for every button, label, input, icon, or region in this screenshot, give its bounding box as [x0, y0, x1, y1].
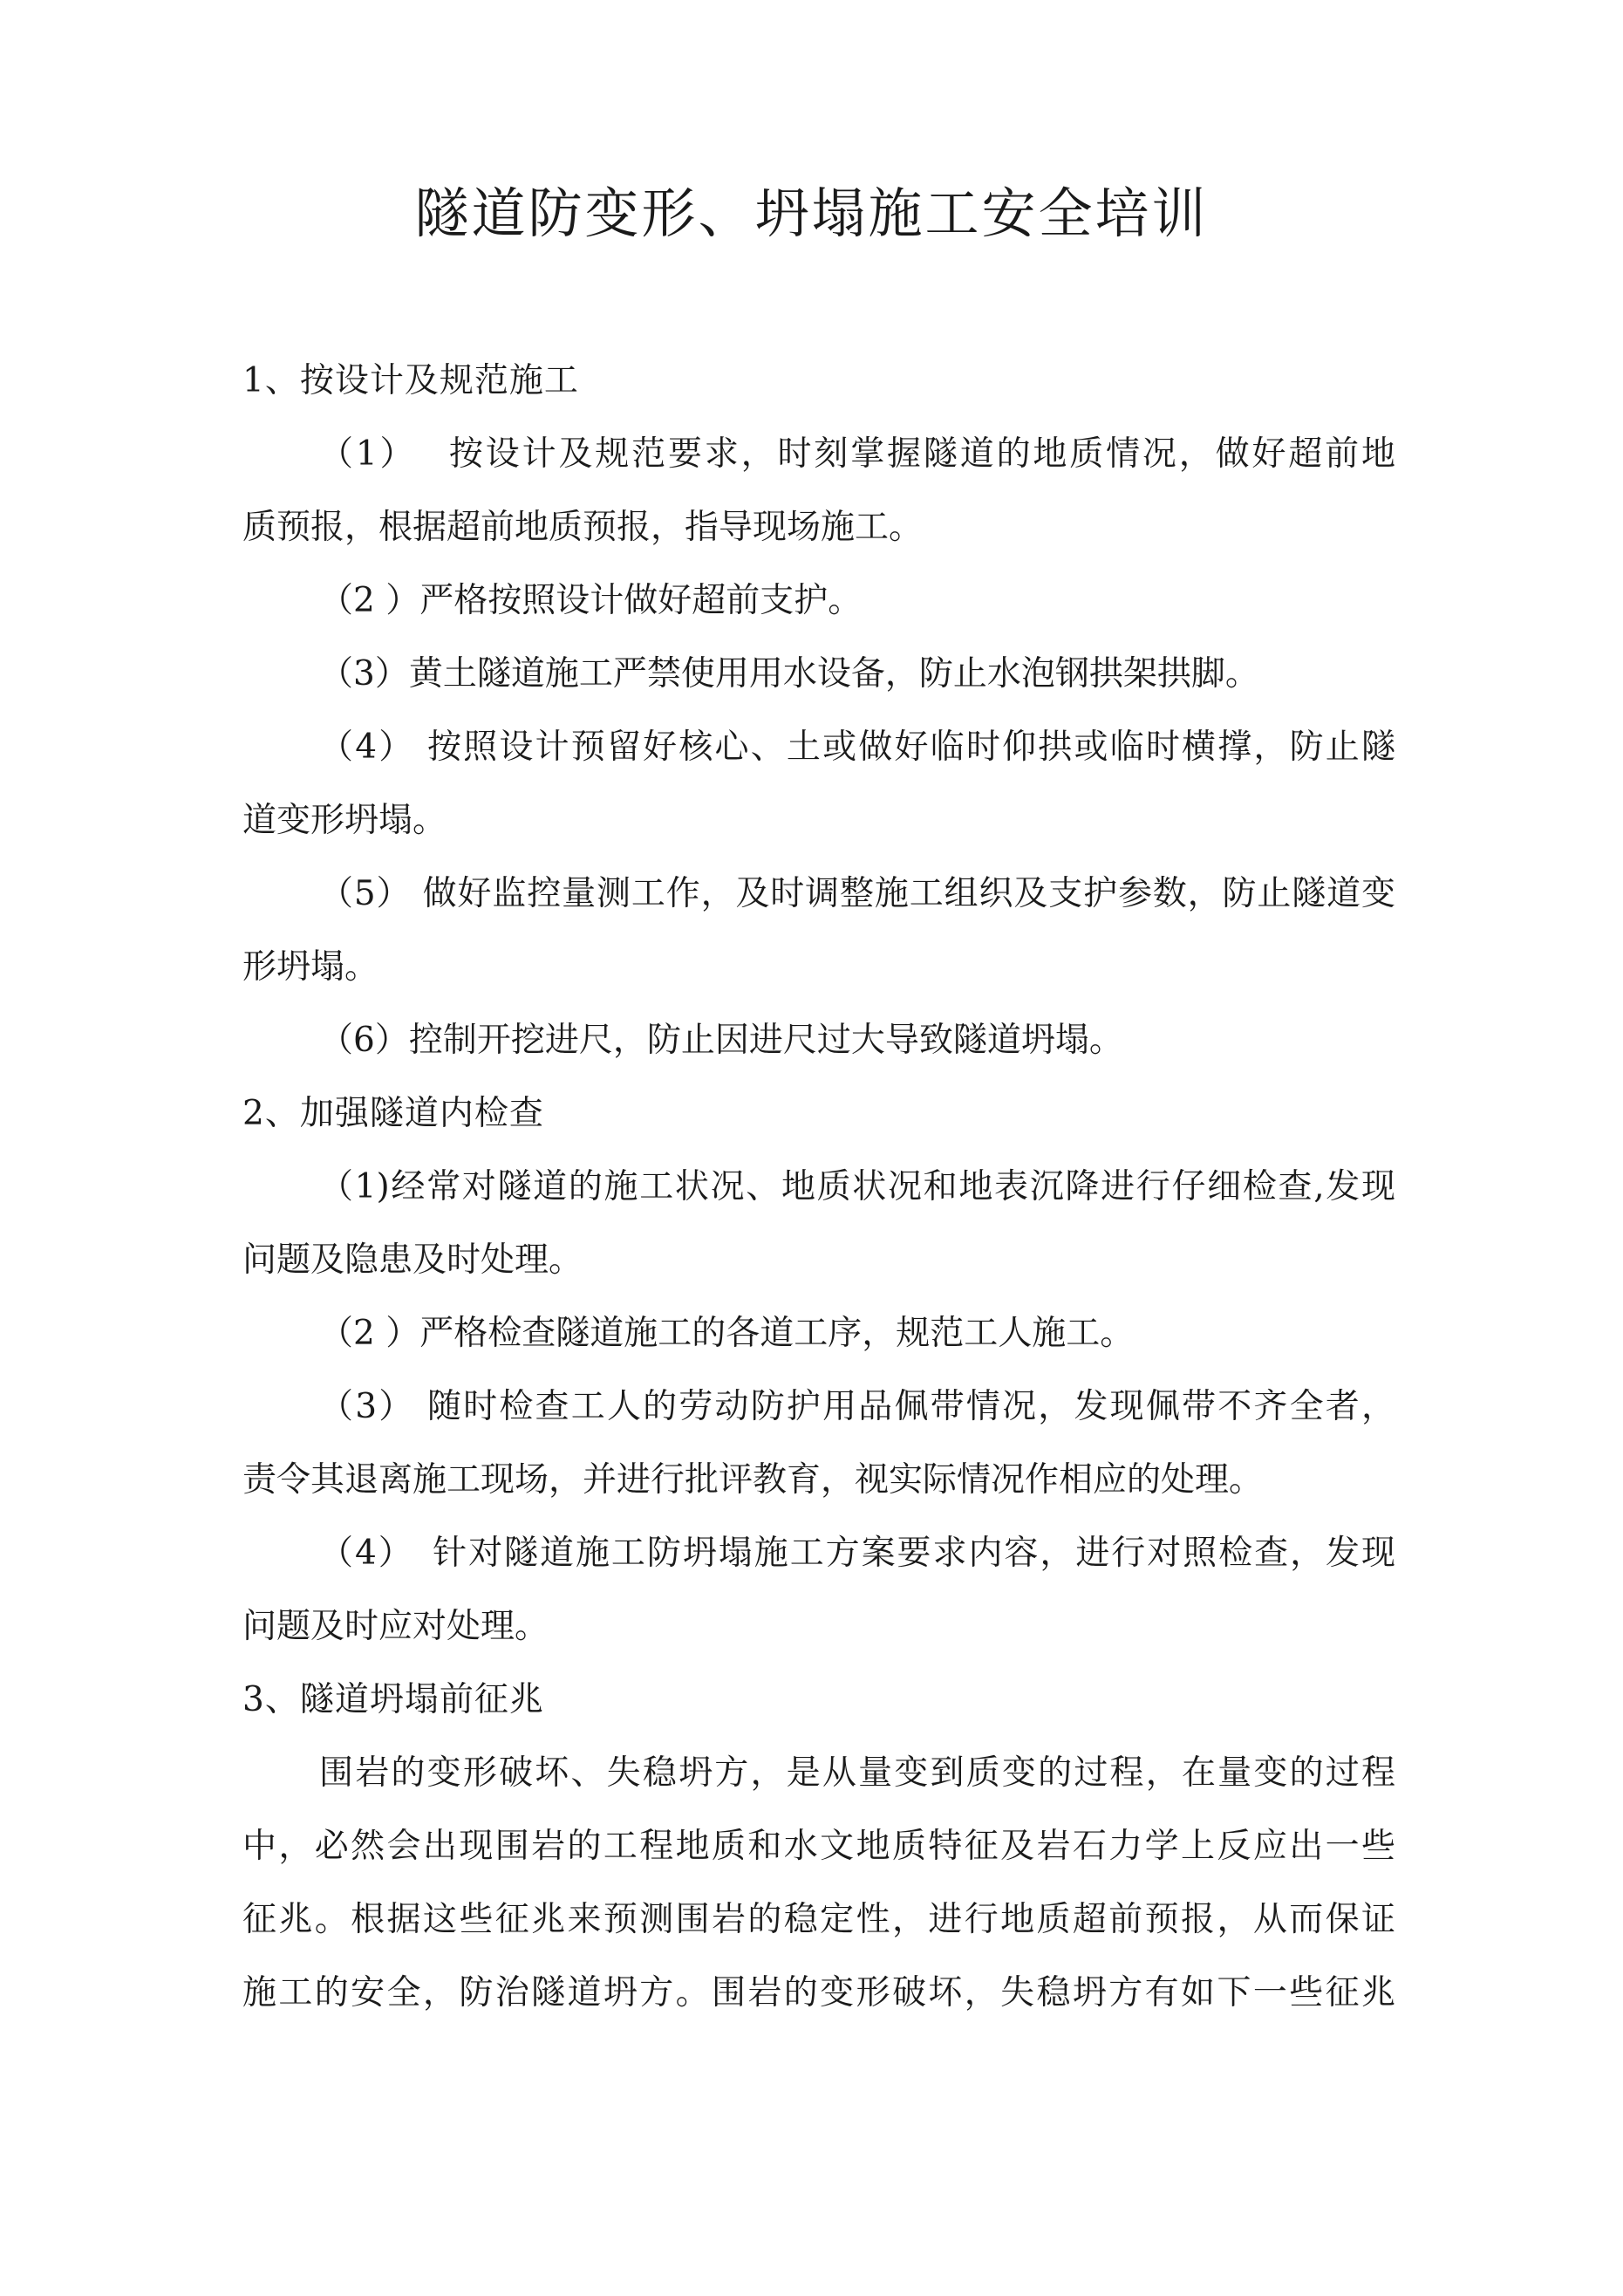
paragraph-line: （3）黄土隧道施工严禁使用用水设备，防止水泡钢拱架拱脚。 — [319, 654, 1259, 694]
document-body — [242, 345, 1395, 2030]
section-heading-1: 1、按设计及规范施工 — [242, 361, 579, 400]
paragraph-line: （3） 随时检查工人的劳动防护用品佩带情况，发现佩带不齐全者， — [319, 1387, 1395, 1426]
paragraph-line: 问题及隐患及时处理。 — [242, 1240, 583, 1280]
paragraph-line: 责令其退离施工现场，并进行批评教育，视实际情况作相应的处理。 — [242, 1460, 1264, 1500]
paragraph-line: （2 ）严格检查隧道施工的各道工序，规范工人施工。 — [319, 1314, 1135, 1353]
paragraph-line: 中，必然会出现围岩的工程地质和水文地质特征及岩石力学上反应出一些 — [242, 1827, 1395, 1866]
paragraph-line: （4） 按照设计预留好核心、土或做好临时仰拱或临时横撑，防止隧 — [319, 728, 1395, 767]
paragraph-line: 施工的安全，防治隧道坍方。围岩的变形破坏，失稳坍方有如下一些征兆 — [242, 1973, 1395, 2012]
paragraph-line: 征兆。根据这些征兆来预测围岩的稳定性，进行地质超前预报，从而保证 — [242, 1900, 1395, 1939]
paragraph-line: （1） 按设计及规范要求，时刻掌握隧道的地质情况，做好超前地 — [319, 434, 1395, 474]
paragraph-line: （6）控制开挖进尺，防止因进尺过大导致隧道坍塌。 — [319, 1021, 1123, 1060]
paragraph-line: 围岩的变形破坏、失稳坍方，是从量变到质变的过程，在量变的过程 — [319, 1753, 1395, 1793]
paragraph-line: （4） 针对隧道施工防坍塌施工方案要求内容，进行对照检查，发现 — [319, 1534, 1395, 1573]
paragraph-line: 问题及时应对处理。 — [242, 1607, 549, 1646]
paragraph-line: （1)经常对隧道的施工状况、地质状况和地表沉降进行仔细检查,发现 — [319, 1167, 1395, 1206]
paragraph-line: 道变形坍塌。 — [242, 801, 447, 840]
section-heading-3: 3、隧道坍塌前征兆 — [242, 1680, 544, 1719]
paragraph-line: 质预报，根据超前地质预报，指导现场施工。 — [242, 508, 924, 547]
paragraph-line: 形坍塌。 — [242, 947, 379, 987]
paragraph-line: （5） 做好监控量测工作，及时调整施工组织及支护参数，防止隧道变 — [319, 874, 1395, 913]
paragraph-line: （2 ）严格按照设计做好超前支护。 — [319, 581, 863, 620]
section-heading-2: 2、加强隧道内检查 — [242, 1094, 544, 1133]
document-title: 隧道防变形、坍塌施工安全培训 — [414, 181, 1209, 245]
